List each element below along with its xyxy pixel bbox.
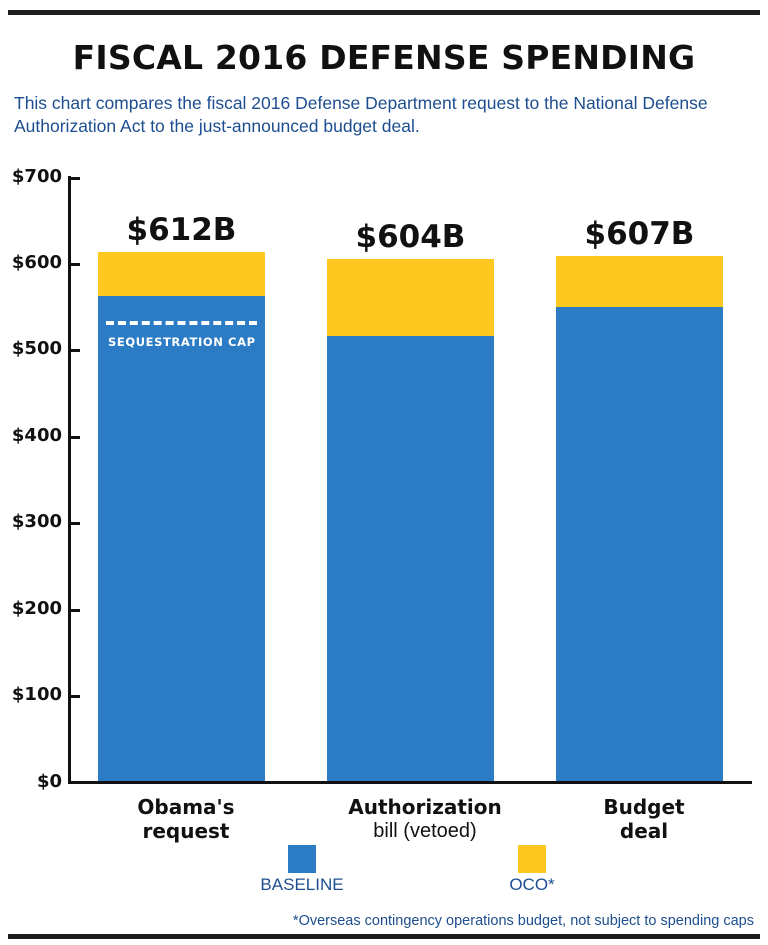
y-tick-label-400: $400: [11, 425, 62, 446]
top-divider: [8, 10, 760, 15]
y-tick-label-0: $0: [36, 771, 62, 792]
sequestration-cap-line: [106, 321, 257, 329]
bar-segment-oco: [327, 259, 494, 336]
y-tick-mark-400: [68, 436, 80, 439]
y-tick-label-600: $600: [11, 252, 62, 273]
category-label-line1: Obama's: [137, 795, 235, 819]
bar-segment-baseline: [98, 296, 265, 781]
bar-segment-oco: [98, 252, 265, 296]
bar-authorization-bill[interactable]: [327, 219, 494, 781]
bar-segment-oco: [556, 256, 723, 307]
y-tick-mark-200: [68, 609, 80, 612]
bar-total-label: $607B: [584, 216, 695, 252]
bottom-divider: [8, 934, 760, 939]
bar-total-label: $612B: [126, 212, 237, 248]
y-tick-label-200: $200: [11, 598, 62, 619]
y-tick-label-100: $100: [11, 684, 62, 705]
footnote: *Overseas contingency operations budget, not subject to spending caps: [292, 913, 754, 929]
bar-budget-deal[interactable]: [556, 216, 723, 781]
x-axis-line: [68, 781, 752, 784]
chart-legend: [0, 845, 768, 901]
y-tick-mark-300: [68, 522, 80, 525]
legend-label-baseline: BASELINE: [260, 875, 344, 894]
y-tick-mark-700: [68, 177, 80, 180]
category-label-obamas-request: [86, 796, 286, 843]
plot-area: [11, 166, 752, 792]
y-tick-label-300: $300: [11, 511, 62, 532]
category-label-budget-deal: [544, 796, 744, 843]
y-tick-label-700: $700: [11, 166, 62, 187]
category-label-authorization-bill: [305, 796, 545, 843]
y-tick-mark-600: [68, 263, 80, 266]
legend-swatch-baseline-icon: [288, 845, 316, 873]
bar-total-label: $604B: [355, 219, 466, 255]
page-title: FISCAL 2016 DEFENSE SPENDING: [72, 38, 696, 77]
y-tick-mark-500: [68, 349, 80, 352]
bar-segment-baseline: [556, 307, 723, 781]
y-axis-line: [68, 176, 71, 784]
legend-swatch-oco-icon: [518, 845, 546, 873]
category-label-line2: deal: [619, 818, 669, 843]
category-label-line1: Budget: [603, 795, 685, 819]
bar-obamas-request[interactable]: [98, 212, 265, 781]
y-tick-label-500: $500: [11, 338, 62, 359]
sequestration-cap-label: SEQUESTRATION CAP: [108, 335, 256, 349]
category-label-line1: Authorization: [348, 795, 502, 819]
chart-subtitle: This chart compares the fiscal 2016 Defense Department request to the National Defense Authorization Act to the just-announced budget deal.: [14, 93, 708, 136]
legend-label-oco: OCO*: [509, 875, 555, 894]
category-label-line2: bill (vetoed): [373, 819, 477, 842]
y-tick-mark-100: [68, 695, 80, 698]
legend-item-oco[interactable]: [452, 845, 612, 895]
bar-segment-baseline: [327, 336, 494, 781]
legend-item-baseline[interactable]: [222, 845, 382, 895]
category-label-line2: request: [142, 818, 230, 843]
